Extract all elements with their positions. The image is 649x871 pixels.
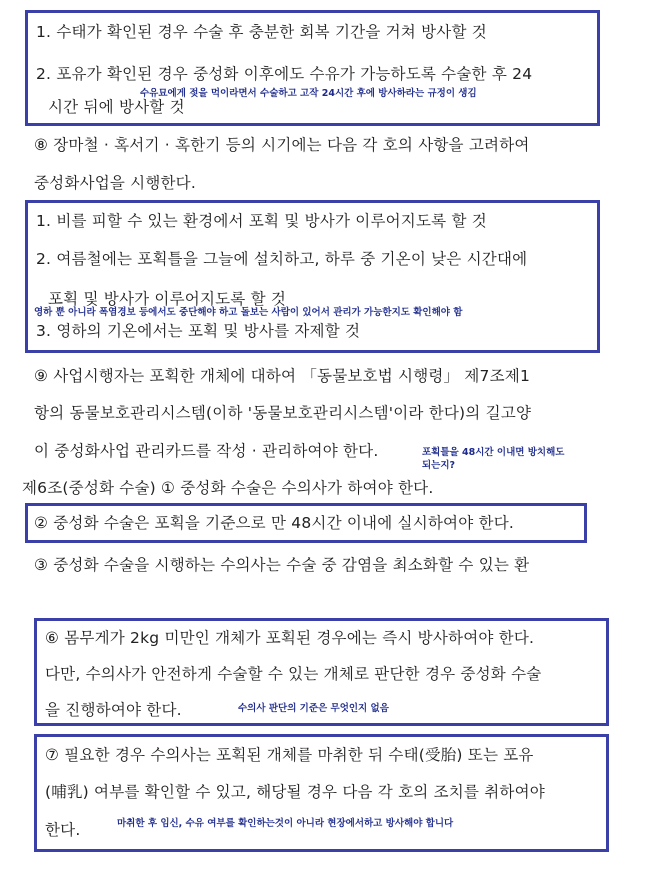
annotation-note: 수유묘에게 젖을 먹이라면서 수술하고 고작 24시간 후에 방사하라는 규정이 생김 (140, 88, 477, 99)
text-line: ② 중성화 수술은 포획을 기준으로 만 48시간 이내에 실시하여야 한다. (34, 514, 514, 532)
text-line: 이 중성화사업 관리카드를 작성 · 관리하여야 한다. (34, 442, 379, 460)
text-line: 2. 포유가 확인된 경우 중성화 이후에도 수유가 가능하도록 수술한 후 24 (36, 65, 533, 83)
text-line: 1. 수태가 확인된 경우 수술 후 충분한 회복 기간을 거쳐 방사할 것 (36, 23, 487, 41)
text-line: 1. 비를 피할 수 있는 환경에서 포획 및 방사가 이루어지도록 할 것 (36, 212, 487, 230)
annotation-note: 수의사 판단의 기준은 무엇인지 없음 (238, 703, 389, 714)
text-line: 항의 동물보호관리시스템(이하 '동물보호관리시스템'이라 한다)의 길고양 (34, 404, 532, 422)
text-line: 을 진행하여야 한다. (45, 701, 182, 719)
text-line: (哺乳) 여부를 확인할 수 있고, 해당될 경우 다음 각 호의 조치를 취하여야 (45, 783, 545, 801)
text-line: ⑦ 필요한 경우 수의사는 포획된 개체를 마취한 뒤 수태(受胎) 또는 포유 (45, 746, 534, 764)
text-line: 2. 여름철에는 포획틀을 그늘에 설치하고, 하루 중 기온이 낮은 시간대에 (36, 250, 528, 268)
text-line: 다만, 수의사가 안전하게 수술할 수 있는 개체로 판단한 경우 중성화 수술 (45, 665, 542, 683)
text-line: ⑨ 사업시행자는 포획한 개체에 대하여 「동물보호법 시행령」 제7조제1 (34, 367, 531, 385)
text-line: 시간 뒤에 방사할 것 (48, 98, 185, 116)
text-line: 포획 및 방사가 이루어지도록 할 것 (48, 290, 287, 308)
text-line: ⑧ 장마철 · 혹서기 · 혹한기 등의 시기에는 다음 각 호의 사항을 고려하여 (34, 136, 530, 154)
text-line: 3. 영하의 기온에서는 포획 및 방사를 자제할 것 (36, 322, 361, 340)
annotation-note: 영하 뿐 아니라 폭염경보 등에서도 중단해야 하고 돌보는 사람이 있어서 관리가 가능한지도 확인해야 함 (34, 307, 463, 318)
text-line: 중성화사업을 시행한다. (34, 174, 196, 192)
annotation-note: 마취한 후 임신, 수유 여부를 확인하는것이 아니라 현장에서하고 방사해야 합니다 (117, 818, 454, 829)
annotation-note: 되는지? (422, 460, 456, 471)
text-line: ⑥ 몸무게가 2kg 미만인 개체가 포획된 경우에는 즉시 방사하여야 한다. (45, 629, 535, 647)
article-heading: 제6조(중성화 수술) ① 중성화 수술은 수의사가 하여야 한다. (22, 479, 434, 497)
text-line: ③ 중성화 수술을 시행하는 수의사는 수술 중 감염을 최소화할 수 있는 환 (34, 556, 530, 574)
annotation-note: 포획틀을 48시간 이내면 방치해도 (422, 447, 565, 458)
text-line: 한다. (45, 821, 81, 839)
